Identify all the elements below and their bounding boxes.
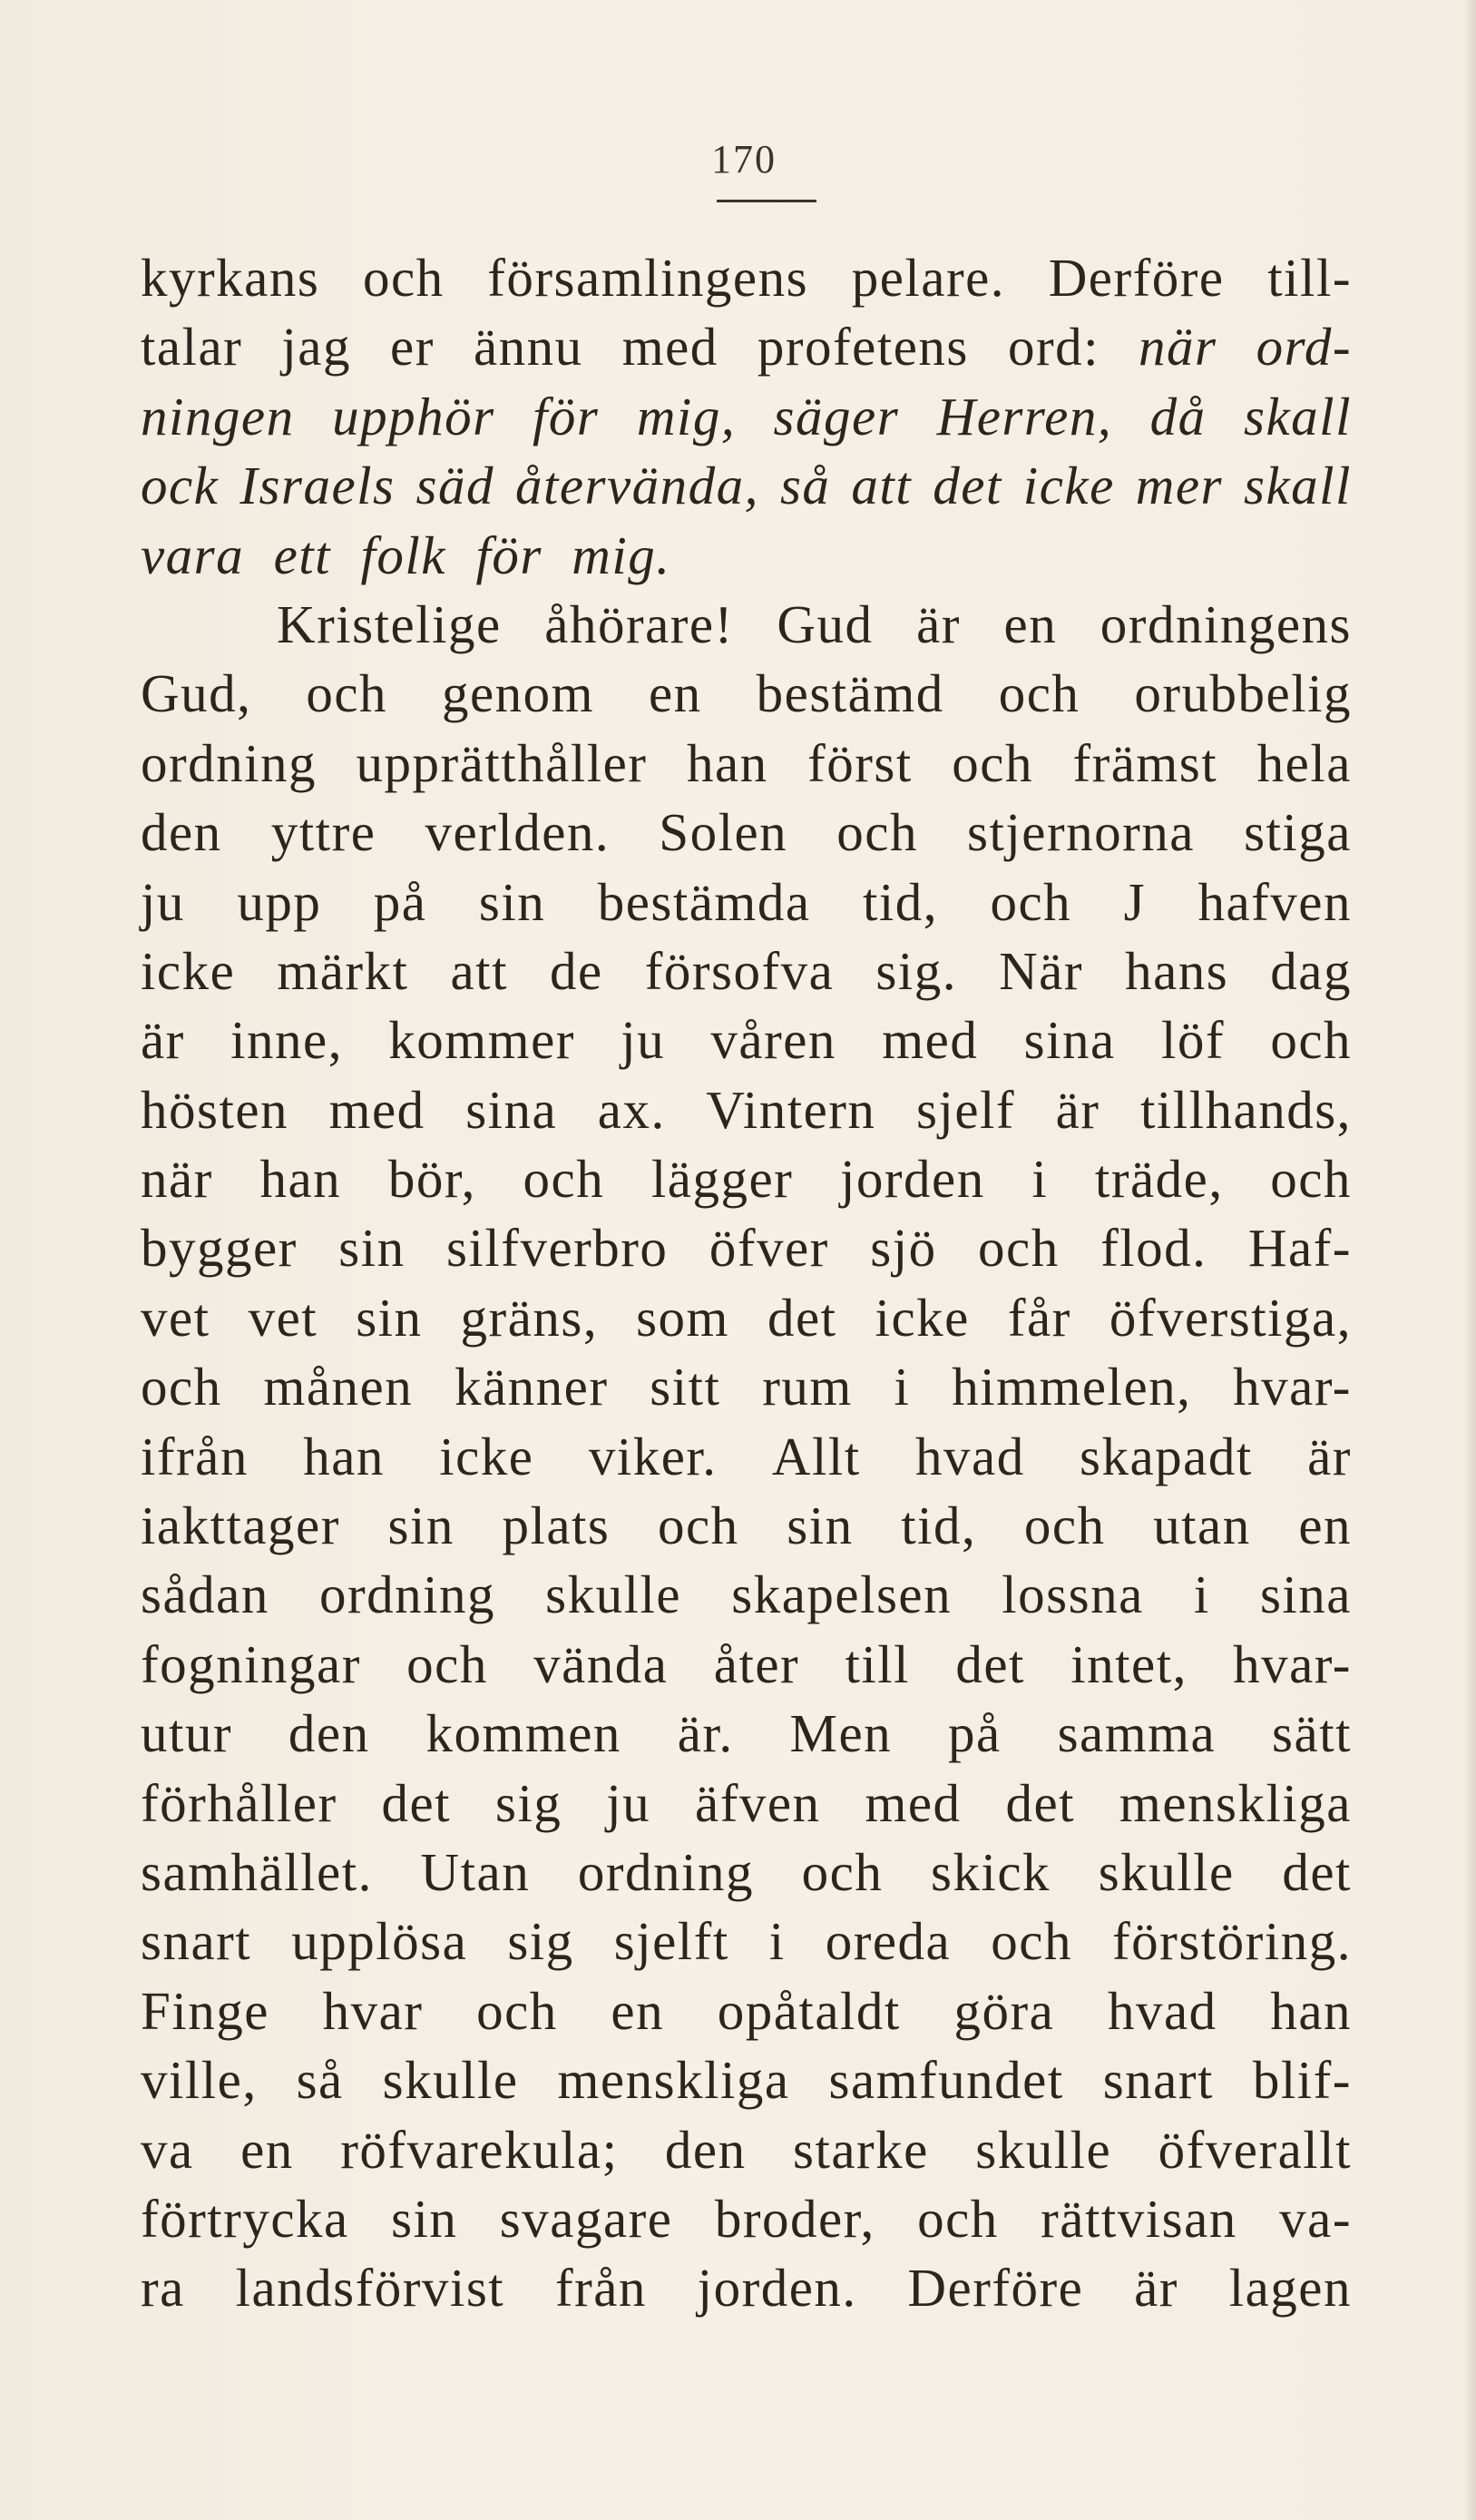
word: stjernorna <box>967 802 1195 863</box>
word: starke <box>792 2119 929 2180</box>
word: hela <box>1256 732 1352 793</box>
word: ord- <box>1256 317 1352 378</box>
word: han <box>303 1426 385 1486</box>
word: Derföre <box>1048 248 1225 308</box>
word: lagen <box>1228 2258 1352 2319</box>
word: jorden. <box>697 2258 857 2319</box>
word: ordning <box>577 1841 754 1902</box>
word: skapadt <box>1080 1426 1253 1486</box>
word: så <box>779 456 831 516</box>
word: och <box>523 1149 605 1210</box>
word: sin <box>387 1495 455 1556</box>
word: va <box>141 2119 194 2180</box>
word: När <box>999 940 1084 1001</box>
word: sin <box>338 1218 406 1279</box>
word: jag <box>281 317 351 378</box>
word: bestämd <box>756 663 944 724</box>
word: till- <box>1267 248 1352 308</box>
word: flod. <box>1100 1218 1207 1279</box>
text-line <box>141 1769 1352 1838</box>
word: hafven <box>1197 871 1352 932</box>
word: snart <box>1102 2050 1214 2111</box>
word: Solen <box>659 802 788 863</box>
word: de <box>550 940 603 1001</box>
word: talar <box>141 317 243 378</box>
word: först <box>807 732 913 793</box>
word: träde, <box>1094 1149 1224 1210</box>
word: för <box>475 525 543 585</box>
text-line <box>141 1630 1352 1699</box>
text-line <box>141 1976 1352 2045</box>
word: en <box>611 1980 665 2041</box>
word: det <box>1005 1772 1076 1833</box>
word: åhörare! <box>544 593 734 654</box>
word: den <box>664 2119 747 2180</box>
word: samma <box>1057 1703 1217 1764</box>
text-line <box>141 2115 1352 2184</box>
word: lägger <box>650 1149 794 1210</box>
word: skulle <box>1098 1841 1235 1902</box>
text-line <box>141 1699 1352 1768</box>
word: va- <box>1279 2188 1352 2249</box>
word: sjelf <box>915 1079 1016 1140</box>
word: är <box>1055 1079 1100 1140</box>
text-line <box>141 1352 1352 1421</box>
word: löf <box>1160 1010 1226 1071</box>
word: med <box>328 1079 425 1140</box>
word: och <box>801 1841 884 1902</box>
word: och <box>1270 1010 1352 1071</box>
word: sitt <box>650 1357 721 1417</box>
word: på <box>373 871 427 932</box>
word: vända <box>533 1633 669 1694</box>
word: sin <box>391 2188 458 2249</box>
text-line <box>141 936 1352 1005</box>
word: våren <box>710 1010 836 1071</box>
word: utan <box>1153 1495 1251 1556</box>
word: sin <box>787 1495 854 1556</box>
word: det <box>1282 1841 1352 1902</box>
word: orubbelig <box>1134 663 1352 724</box>
word: blif- <box>1252 2050 1352 2111</box>
word: ett <box>273 525 332 585</box>
word: iakttager <box>141 1495 340 1556</box>
word: inne, <box>230 1010 343 1071</box>
word: är. <box>677 1703 734 1764</box>
word: upprätthåller <box>356 732 648 793</box>
word: Haf- <box>1247 1218 1352 1279</box>
word: dag <box>1270 940 1352 1001</box>
word: Finge <box>141 1980 269 2041</box>
word: och <box>362 248 445 308</box>
text-line <box>141 451 1352 520</box>
text-line <box>141 1075 1352 1144</box>
word: och <box>952 732 1033 793</box>
text-line <box>141 590 1352 659</box>
page-number: 170 <box>711 137 777 181</box>
word: ännu <box>473 317 583 378</box>
word: ningen <box>141 386 295 446</box>
text-line <box>141 1491 1352 1560</box>
word: bestämda <box>597 871 811 932</box>
word: från <box>554 2258 647 2319</box>
word: och <box>917 2188 999 2249</box>
word: oreda <box>825 1911 952 1972</box>
word: upphör <box>332 386 495 446</box>
word: äfven <box>695 1772 821 1833</box>
text-line <box>141 1560 1352 1629</box>
word: sådan <box>141 1564 269 1625</box>
text-line <box>141 1144 1352 1213</box>
word: Allt <box>771 1426 861 1486</box>
word: sina <box>1259 1564 1352 1625</box>
text-line <box>141 2045 1352 2114</box>
word: ordningens <box>1100 593 1352 654</box>
word: profetens <box>757 317 969 378</box>
text-line <box>141 1838 1352 1907</box>
word: månen <box>263 1357 414 1417</box>
text-line <box>141 2253 1352 2322</box>
word: hvad <box>1107 1980 1217 2041</box>
text-line <box>141 1283 1352 1352</box>
word: sig. <box>875 940 958 1001</box>
word: och <box>476 1980 558 2041</box>
word: icke <box>1022 456 1115 516</box>
word: förhåller <box>141 1772 337 1833</box>
word: yttre <box>270 802 376 863</box>
word: då <box>1149 386 1207 446</box>
text-line <box>141 1907 1352 1976</box>
word: J <box>1123 871 1147 932</box>
word: är <box>1307 1426 1352 1486</box>
word: det <box>767 1287 837 1348</box>
word: skick <box>931 1841 1051 1902</box>
word: och <box>141 1357 222 1417</box>
word: så <box>296 2050 344 2111</box>
word: märkt <box>277 940 409 1001</box>
word: att <box>851 456 913 516</box>
word: kyrkans <box>141 248 320 308</box>
text-line <box>141 521 1352 590</box>
word: den <box>141 802 222 863</box>
word: ord: <box>1007 317 1100 378</box>
word: landsförvist <box>235 2258 505 2319</box>
word: vet <box>248 1287 318 1348</box>
word: ax. <box>597 1079 666 1140</box>
word: med <box>621 317 718 378</box>
word: en <box>1003 593 1058 654</box>
word: för <box>533 386 600 446</box>
word: öfver <box>709 1218 829 1279</box>
word: himmelen, <box>952 1357 1192 1417</box>
word: menskliga <box>1119 1772 1352 1833</box>
text-line <box>141 382 1352 451</box>
word: med <box>865 1772 962 1833</box>
word: med <box>882 1010 979 1071</box>
word: ra <box>141 2258 185 2319</box>
word: plats <box>502 1495 611 1556</box>
text-line <box>141 312 1352 381</box>
word: sin <box>356 1287 423 1348</box>
word: och <box>990 871 1072 932</box>
word: sig <box>494 1772 562 1833</box>
word: det <box>933 456 1002 516</box>
word: som <box>636 1287 729 1348</box>
text-line <box>141 798 1352 867</box>
word: på <box>948 1703 1002 1764</box>
word: är <box>1134 2258 1178 2319</box>
word: ock <box>141 456 220 516</box>
word: öfverstiga, <box>1109 1287 1352 1348</box>
word: Kristelige <box>277 593 502 654</box>
word: känner <box>455 1357 609 1417</box>
word: skapelsen <box>731 1564 953 1625</box>
word: Herren, <box>936 386 1113 446</box>
word: främst <box>1072 732 1218 793</box>
word: röfvarekula; <box>340 2119 619 2180</box>
word: hvar- <box>1233 1633 1352 1694</box>
word: er <box>390 317 435 378</box>
word: ordning <box>318 1564 496 1625</box>
word: öfverallt <box>1158 2119 1352 2180</box>
text-line <box>141 729 1352 798</box>
word: verlden. <box>425 802 611 863</box>
word: upplösa <box>291 1911 468 1972</box>
word: vet <box>141 1287 210 1348</box>
word: gräns, <box>460 1287 599 1348</box>
word: Gud, <box>141 663 252 724</box>
word: sätt <box>1272 1703 1352 1764</box>
word: sin <box>478 871 546 932</box>
word: han <box>1270 1980 1352 2041</box>
word: hvad <box>915 1426 1025 1486</box>
word: och <box>978 1218 1060 1279</box>
word: viker. <box>588 1426 718 1486</box>
word: bör, <box>387 1149 476 1210</box>
word: hans <box>1125 940 1229 1001</box>
word: i <box>894 1357 911 1417</box>
word: kommer <box>388 1010 575 1071</box>
word: förtrycka <box>141 2188 349 2249</box>
word: opåtaldt <box>717 1980 901 2041</box>
word: Vintern <box>706 1079 876 1140</box>
word: upp <box>237 871 322 932</box>
word: är <box>141 1010 185 1071</box>
word: genom <box>441 663 595 724</box>
word: en <box>1298 1495 1352 1556</box>
text-line <box>141 868 1352 936</box>
word: ordning <box>141 732 318 793</box>
word: samhället. <box>141 1841 373 1902</box>
word: intet, <box>1070 1633 1188 1694</box>
word: Utan <box>420 1841 531 1902</box>
word: svagare <box>499 2188 673 2249</box>
word: och <box>1270 1149 1352 1210</box>
word: bygger <box>141 1218 298 1279</box>
word: en <box>649 663 702 724</box>
word: folk <box>360 525 446 585</box>
word: skulle <box>545 1564 682 1625</box>
word: Israels <box>239 456 396 516</box>
word: icke <box>141 940 236 1001</box>
word: och <box>836 802 918 863</box>
word: och <box>1023 1495 1106 1556</box>
word: skall <box>1244 456 1352 516</box>
word: hvar- <box>1233 1357 1352 1417</box>
word: att <box>450 940 508 1001</box>
word: när <box>141 1149 213 1210</box>
word: vara <box>141 525 245 585</box>
word: icke <box>875 1287 970 1348</box>
word: rum <box>762 1357 853 1417</box>
word: snart <box>141 1911 252 1972</box>
word: den <box>288 1703 370 1764</box>
word: försofva <box>644 940 835 1001</box>
word: tillhands, <box>1139 1079 1352 1140</box>
word: ifrån <box>141 1426 249 1486</box>
text-line <box>141 659 1352 728</box>
word: återvända, <box>514 456 759 516</box>
word: tid, <box>862 871 938 932</box>
word: hvar <box>322 1980 424 2041</box>
word: en <box>240 2119 294 2180</box>
word: Men <box>789 1703 893 1764</box>
word: ville, <box>141 2050 258 2111</box>
word: samfundet <box>828 2050 1064 2111</box>
word: får <box>1007 1287 1071 1348</box>
word: silfverbro <box>446 1218 669 1279</box>
word: utur <box>141 1703 233 1764</box>
word: säger <box>773 386 900 446</box>
word: Gud <box>777 593 874 654</box>
word: och <box>306 663 387 724</box>
word: jorden <box>839 1149 985 1210</box>
word: mer <box>1135 456 1224 516</box>
word: till <box>845 1633 911 1694</box>
word: tid, <box>901 1495 977 1556</box>
body-text <box>141 243 1352 2323</box>
text-line <box>141 1213 1352 1282</box>
word: församlingens <box>487 248 809 308</box>
word: och <box>406 1633 488 1694</box>
word: i <box>1193 1564 1210 1625</box>
word: säd <box>415 456 494 516</box>
word: broder, <box>714 2188 875 2249</box>
word: skall <box>1244 386 1352 446</box>
text-line <box>141 243 1352 312</box>
word: det <box>955 1633 1025 1694</box>
word: och <box>991 1911 1072 1972</box>
word: ju <box>606 1772 651 1833</box>
word: skulle <box>975 2119 1112 2180</box>
word: han <box>259 1149 342 1210</box>
word: icke <box>439 1426 534 1486</box>
word: kommen <box>425 1703 621 1764</box>
word: han <box>686 732 768 793</box>
word: i <box>768 1911 786 1972</box>
word: sina <box>465 1079 558 1140</box>
text-line <box>141 2184 1352 2253</box>
word: sjö <box>870 1218 937 1279</box>
word: fogningar <box>141 1633 361 1694</box>
word: menskliga <box>557 2050 790 2111</box>
word: lossna <box>1002 1564 1144 1625</box>
word: och <box>657 1495 739 1556</box>
word: Derföre <box>907 2258 1084 2319</box>
page-number-rule <box>717 200 816 202</box>
word: ju <box>141 871 185 932</box>
word: är <box>916 593 961 654</box>
word: det <box>381 1772 452 1833</box>
word: ju <box>621 1010 666 1071</box>
text-line <box>141 1422 1352 1491</box>
word: i <box>1031 1149 1049 1210</box>
word: rättvisan <box>1041 2188 1237 2249</box>
word: sjelft <box>613 1911 729 1972</box>
word: göra <box>953 1980 1055 2041</box>
word: mig, <box>636 386 737 446</box>
word: hösten <box>141 1079 289 1140</box>
word: sina <box>1023 1010 1116 1071</box>
word: när <box>1139 317 1217 378</box>
word: stiga <box>1244 802 1352 863</box>
word: sig <box>507 1911 574 1972</box>
text-line <box>141 1005 1352 1074</box>
word: skulle <box>382 2050 519 2111</box>
page-edge-shadow <box>1463 0 1476 2520</box>
word: förstöring. <box>1112 1911 1352 1972</box>
word: mig. <box>572 525 671 585</box>
word: åter <box>713 1633 800 1694</box>
word: pelare. <box>851 248 1006 308</box>
word: och <box>998 663 1080 724</box>
